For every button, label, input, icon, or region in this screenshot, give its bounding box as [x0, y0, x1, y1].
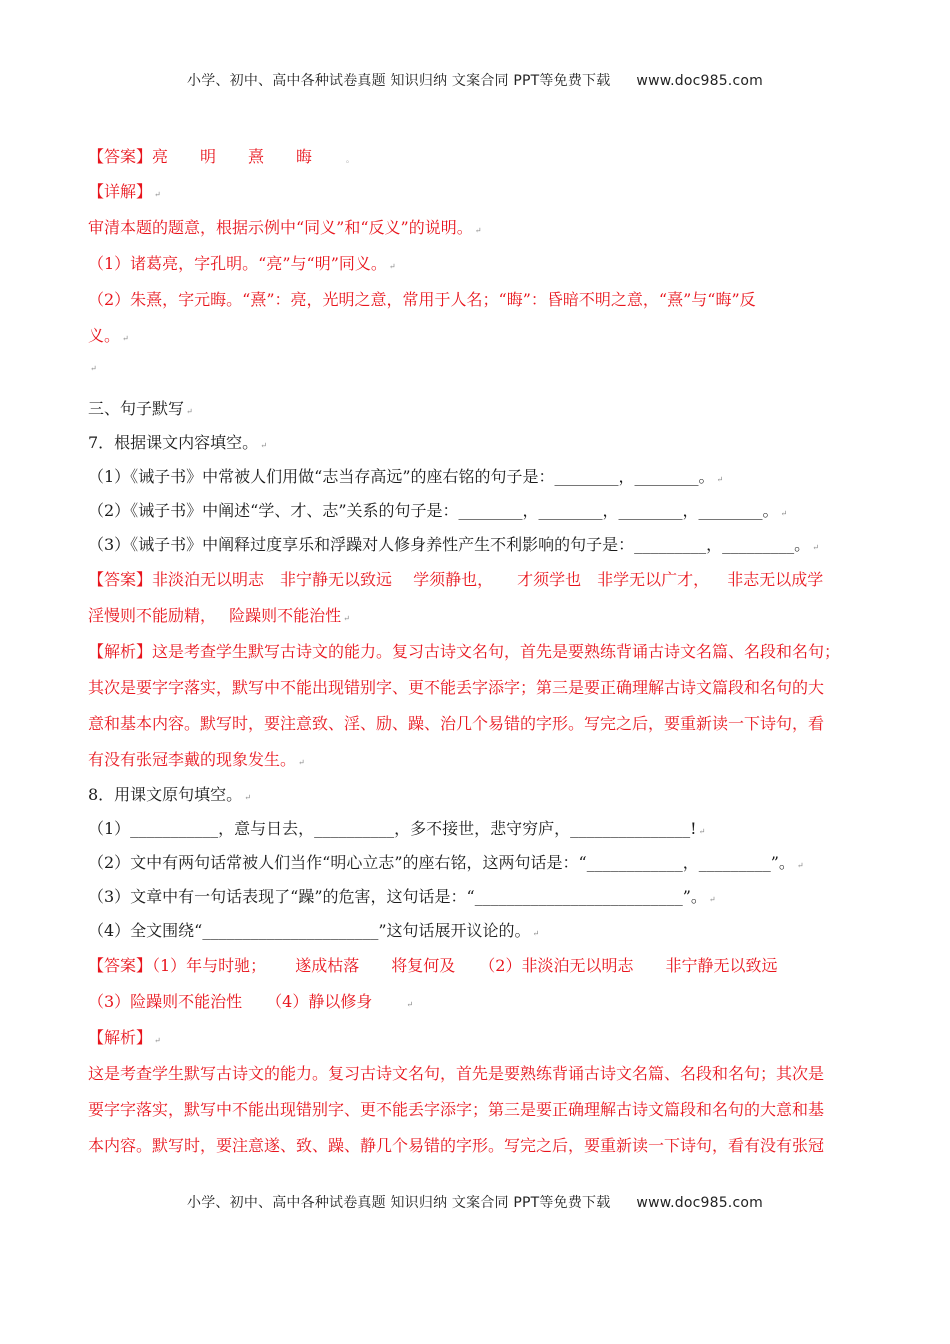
answer-7a: 【答案】非淡泊无以明志 非宁静无以致远 学须静也， 才须学也 非学无以广才， 非志无以成学 [88, 570, 824, 589]
question-7-2: （2）《诫子书》中阐述“学、才、志”关系的句子是：________，________，________，________。 ↵ [88, 501, 788, 520]
answer-8a: 【答案】（1）年与时驰； 遂成枯落 将复何及 （2）非淡泊无以明志 非宁静无以致远 [88, 956, 778, 975]
section-title: 三、句子默写 ↵ [88, 399, 193, 418]
question-8-4: （4）全文围绕“______________________”这句话展开议论的。 ↵ [88, 921, 540, 940]
header-text: 小学、初中、高中各种试卷真题 知识归纳 文案合同 PPT等免费下载 [187, 73, 611, 89]
analysis-8b: 要字字落实，默写中不能出现错别字、更不能丢字添字；第三是要正确理解古诗文篇段和名句的大意和基 [88, 1100, 825, 1119]
question-7: 7．根据课文内容填空。 ↵ [88, 433, 267, 452]
question-8: 8．用课文原句填空。 ↵ [88, 785, 251, 804]
analysis-7c: 意和基本内容。默写时，要注意致、淫、励、躁、治几个易错的字形。写完之后，要重新读一下诗句，看 [88, 714, 825, 733]
footer-url[interactable]: www.doc985.com [636, 1195, 763, 1211]
header-url[interactable]: www.doc985.com [636, 73, 763, 89]
answer-8b: （3）险躁则不能治性 （4）静以修身 ↵ [88, 992, 414, 1011]
answer-7b: 淫慢则不能励精， 险躁则不能治性 ↵ [88, 606, 350, 625]
analysis-7d: 有没有张冠李戴的现象发生。 ↵ [88, 750, 305, 769]
question-8-1: （1）___________，意与日去，__________，多不接世，悲守穷庐，_______________! ↵ [88, 819, 706, 838]
detail-item-2a: （2）朱熹，字元晦。“熹”：亮，光明之意，常用于人名；“晦”：昏暗不明之意，“熹”与“晦”反 [88, 290, 756, 309]
analysis-7a: 【解析】这是考查学生默写古诗文的能力。复习古诗文名句，首先是要熟练背诵古诗文名篇、名段和名句； [88, 642, 841, 661]
footer-text: 小学、初中、高中各种试卷真题 知识归纳 文案合同 PPT等免费下载 [187, 1195, 611, 1211]
question-8-3: （3）文章中有一句话表现了“躁”的危害，这句话是：“__________________________”。 ↵ [88, 887, 716, 906]
detail-label: 【详解】 ↵ [88, 182, 161, 201]
question-8-2: （2）文中有两句话常被人们当作“明心立志”的座右铭，这两句话是：“____________，_________”。 ↵ [88, 853, 804, 872]
analysis-8-label: 【解析】 ↵ [88, 1028, 161, 1047]
page-footer [0, 1192, 950, 1212]
analysis-8c: 本内容。默写时，要注意遂、致、躁、静几个易错的字形。写完之后，要重新读一下诗句，看有没有张冠 [88, 1136, 825, 1155]
document-body [88, 140, 878, 1164]
analysis-7b: 其次是要字字落实，默写中不能出现错别字、更不能丢字添字；第三是要正确理解古诗文篇段和名句的大 [88, 678, 825, 697]
question-7-3: （3）《诫子书》中阐释过度享乐和浮躁对人修身养性产生不利影响的句子是：_________，_________。 ↵ [88, 535, 819, 554]
detail-item-2b: 义。 ↵ [88, 326, 129, 345]
detail-item-1: （1）诸葛亮，字孔明。“亮”与“明”同义。 ↵ [88, 254, 396, 273]
answer-line: 【答案】亮 明 熹 晦 。 [88, 147, 355, 166]
detail-intro: 审清本题的题意，根据示例中“同义”和“反义”的说明。 ↵ [88, 218, 482, 237]
blank-line: ↵ [90, 364, 97, 373]
question-7-1: （1）《诫子书》中常被人们用做“志当存高远”的座右铭的句子是：________，________。 ↵ [88, 467, 724, 486]
analysis-8a: 这是考查学生默写古诗文的能力。复习古诗文名句，首先是要熟练背诵古诗文名篇、名段和名句；其次是 [88, 1064, 825, 1083]
page-header [0, 70, 950, 90]
